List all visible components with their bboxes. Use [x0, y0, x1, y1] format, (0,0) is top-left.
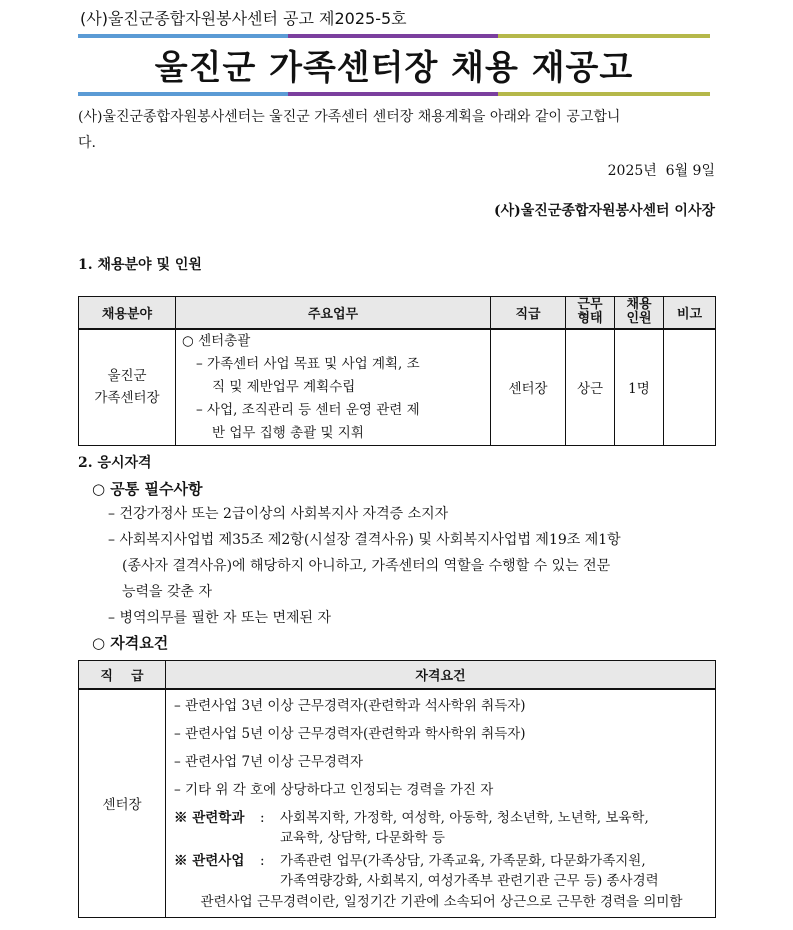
- qual-cell-requirements: [166, 689, 716, 918]
- qual-header-position: 직 급: [79, 661, 166, 689]
- header-position: 직급: [491, 297, 566, 329]
- header-hire-count-line-2: 인원: [626, 311, 652, 327]
- header-hire-count: [615, 297, 664, 329]
- qualification-heading: ○ 자격요건: [92, 634, 169, 652]
- recruitment-table: [78, 296, 716, 446]
- duty-2b: 반 업무 집행 총괄 및 지휘: [212, 424, 364, 441]
- title-bottom-bar-olive: [498, 92, 710, 96]
- cell-field-line-1: 울진군: [107, 368, 147, 384]
- duty-1a: – 가족센터 사업 목표 및 사업 계획, 조: [196, 355, 420, 372]
- note-related-biz: [174, 851, 709, 891]
- note-related-dept-text: [280, 808, 649, 848]
- common-requirements-heading: ○ 공통 필수사항: [92, 480, 203, 498]
- note-related-biz-text: [280, 851, 659, 891]
- common-item-2-cont-2: 능력을 갖춘 자: [122, 584, 213, 600]
- section-2-heading: 2. 응시자격: [78, 455, 152, 471]
- qual-line-2: – 관련사업 5년 이상 근무경력자(관련학과 학사학위 취득자): [174, 725, 526, 742]
- section-1-heading: 1. 채용분야 및 인원: [78, 257, 202, 273]
- note-related-biz-colon: :: [260, 852, 265, 869]
- cell-field-line-2: 가족센터장: [94, 390, 160, 406]
- header-work-type-line-1: 근무: [577, 297, 603, 313]
- qual-footnote: 관련사업 근무경력이란, 일정기간 기관에 소속되어 상근으로 근무한 경력을 의미함: [200, 893, 683, 910]
- note-related-biz-line-1: 가족관련 업무(가족상담, 가족교육, 가족문화, 다문화가족지원,: [280, 852, 646, 869]
- cell-work-type: 상근: [566, 329, 615, 446]
- header-duties: 주요업무: [176, 297, 491, 329]
- qual-line-1: – 관련사업 3년 이상 근무경력자(관련학과 석사학위 취득자): [174, 697, 526, 714]
- title-top-bar-olive: [498, 34, 710, 38]
- note-related-dept-line-2: 교육학, 상담학, 다문화학 등: [280, 829, 445, 846]
- signer: (사)울진군종합자원봉사센터 이사장: [494, 203, 715, 219]
- duty-1b: 직 및 제반업무 계획수립: [212, 378, 356, 395]
- note-related-dept-label: ※ 관련학과: [174, 809, 245, 826]
- notice-number: (사)울진군종합자원봉사센터 공고 제2025-5호: [80, 9, 407, 28]
- qual-cell-position: 센터장: [79, 689, 166, 918]
- note-related-dept: [174, 808, 709, 848]
- cell-field: [79, 329, 176, 446]
- note-related-dept-colon: :: [260, 809, 265, 826]
- intro-text-line-1: (사)울진군종합자원봉사센터는 울진군 가족센터 센터장 채용계획을 아래와 같이 공고합니: [78, 109, 621, 125]
- common-item-1: – 건강가정사 또는 2급이상의 사회복지사 자격증 소지자: [108, 506, 449, 522]
- notice-date: 2025년 6월 9일: [607, 163, 715, 179]
- cell-hire-count: 1명: [615, 329, 664, 446]
- title-top-bar-blue: [78, 34, 288, 38]
- common-item-2-cont-1: (종사자 결격사유)에 해당하지 아니하고, 가족센터의 역할을 수행할 수 있는 전문: [122, 558, 611, 574]
- cell-remarks: [664, 329, 716, 446]
- title-bottom-bar-purple: [288, 92, 498, 96]
- qualification-table: [78, 660, 716, 918]
- header-remarks: 비고: [664, 297, 716, 329]
- duty-title: ○ 센터총괄: [182, 332, 251, 349]
- title-top-bar-purple: [288, 34, 498, 38]
- duty-2a: – 사업, 조직관리 등 센터 운영 관련 제: [196, 401, 420, 418]
- header-hire-count-line-1: 채용: [626, 297, 652, 313]
- qual-line-3: – 관련사업 7년 이상 근무경력자: [174, 753, 363, 770]
- note-related-biz-label: ※ 관련사업: [174, 852, 245, 869]
- note-related-dept-line-1: 사회복지학, 가정학, 여성학, 아동학, 청소년학, 노년학, 보육학,: [280, 809, 649, 826]
- cell-duties: [176, 329, 491, 446]
- intro-text-line-2: 다.: [78, 135, 96, 151]
- note-related-biz-line-2: 가족역량강화, 사회복지, 여성가족부 관련기관 근무 등) 종사경력: [280, 872, 659, 889]
- common-item-3: – 병역의무를 필한 자 또는 면제된 자: [108, 610, 332, 626]
- header-work-type-line-2: 형태: [577, 311, 603, 327]
- common-item-2: – 사회복지사업법 제35조 제2항(시설장 결격사유) 및 사회복지사업법 제19조 제1항: [108, 532, 621, 548]
- cell-position: 센터장: [491, 329, 566, 446]
- header-work-type: [566, 297, 615, 329]
- qual-line-4: – 기타 위 각 호에 상당하다고 인정되는 경력을 가진 자: [174, 781, 494, 798]
- page-title: 울진군 가족센터장 채용 재공고: [154, 48, 634, 88]
- qual-header-requirements: 자격요건: [166, 661, 716, 689]
- header-field: 채용분야: [79, 297, 176, 329]
- title-bottom-bar-blue: [78, 92, 288, 96]
